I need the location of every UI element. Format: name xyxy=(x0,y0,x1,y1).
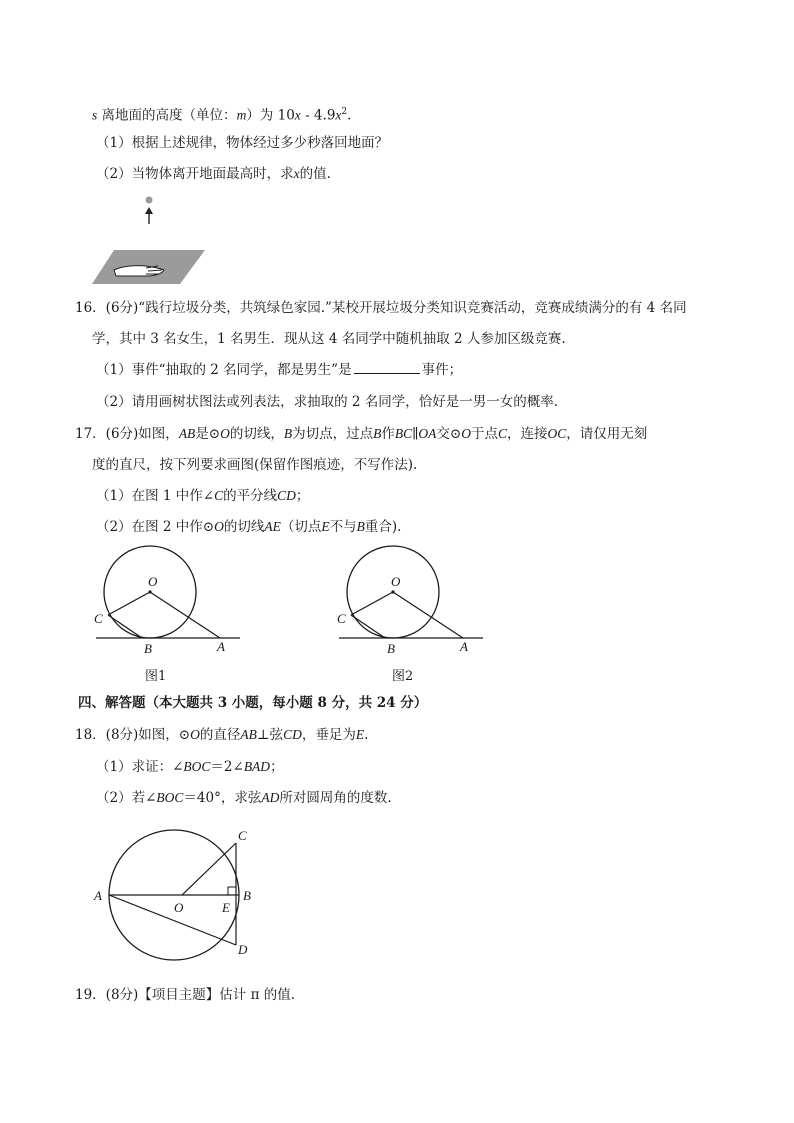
text: （1）求证：∠ xyxy=(96,759,184,775)
var-x: x xyxy=(293,166,300,181)
text: 是⊙ xyxy=(195,426,221,442)
label-c: C xyxy=(94,611,103,626)
text: . xyxy=(364,727,369,743)
label-c: C xyxy=(337,611,346,626)
text: ，垂足为 xyxy=(301,727,356,743)
q17-line2: 度的直尺，按下列要求画图(保留作图痕迹，不写作法). xyxy=(92,457,418,473)
center-dot xyxy=(391,590,394,593)
text: ⊥弦 xyxy=(256,727,284,743)
exponent: 2 xyxy=(341,107,348,117)
section-4-heading: 四、解答题（本大题共 3 小题，每小题 8 分，共 24 分） xyxy=(78,695,428,711)
text: （2）当物体离开地面最高时，求 xyxy=(96,166,294,182)
text: 不与 xyxy=(329,519,357,535)
figure-3 xyxy=(90,822,280,972)
segment-oc xyxy=(108,592,150,615)
q15-sub1: （1）根据上述规律，物体经过多少秒落回地面？ xyxy=(96,135,389,151)
q15-sub2 xyxy=(96,164,331,184)
q18-sub1 xyxy=(96,757,284,777)
var-x: x xyxy=(294,107,301,123)
label-a: A xyxy=(460,639,468,654)
ball xyxy=(146,197,153,204)
var: B xyxy=(283,426,293,441)
var: B xyxy=(356,519,365,534)
up-arrow-head xyxy=(145,207,153,214)
text: 交⊙ xyxy=(436,426,462,442)
var: O xyxy=(190,727,200,742)
segment-oa xyxy=(150,592,220,638)
var: BC xyxy=(394,426,413,441)
text: - 4.9 xyxy=(300,107,336,124)
text: 18．(8分)如图，⊙ xyxy=(75,727,191,743)
q16-line1: 16．(6分)“践行垃圾分类，共筑绿色家园.”某校开展垃圾分类知识竞赛活动，竞赛成绩满分的有 4 名同 xyxy=(75,300,687,316)
text: 的直径 xyxy=(199,727,241,743)
text: 事件； xyxy=(421,362,463,378)
text: ； xyxy=(295,488,310,504)
right-angle-mark xyxy=(228,887,236,895)
text: 的值. xyxy=(299,166,331,182)
figure-1 xyxy=(90,548,250,658)
segment-oa xyxy=(393,592,463,638)
text: 重合). xyxy=(364,519,402,535)
var: AB xyxy=(178,426,196,441)
label-o: O xyxy=(391,574,401,589)
figure-2 xyxy=(333,548,493,658)
var: O xyxy=(461,426,471,441)
q17-sub2 xyxy=(96,517,401,537)
text: 的平分线 xyxy=(223,488,278,504)
text: 17．(6分)如图， xyxy=(75,426,179,442)
text: ∥ xyxy=(412,426,419,442)
var: BOC xyxy=(183,759,211,774)
label-b: B xyxy=(243,888,251,903)
var: AD xyxy=(261,790,280,805)
var: BAD xyxy=(243,759,271,774)
text: ＝40°，求弦 xyxy=(183,790,262,806)
q16-line2: 学，其中 3 名女生，1 名男生．现从这 4 名同学中随机抽取 2 人参加区级竞赛. xyxy=(92,331,566,347)
q18-sub2 xyxy=(96,788,392,808)
var: E xyxy=(321,519,330,534)
var-x: x xyxy=(335,107,342,123)
text: ，连接 xyxy=(506,426,548,442)
var: BOC xyxy=(156,790,184,805)
label-d: D xyxy=(238,942,248,957)
text: 为切点，过点 xyxy=(292,426,374,442)
segment-ad xyxy=(109,895,236,945)
text: 作 xyxy=(381,426,395,442)
text: ； xyxy=(270,759,284,775)
text: 的切线 xyxy=(223,519,265,535)
var-s: s xyxy=(92,107,98,123)
text: 于点 xyxy=(470,426,498,442)
label-b: B xyxy=(144,641,152,656)
text: （2）在图 2 中作⊙ xyxy=(96,519,215,535)
var: OC xyxy=(547,426,567,441)
label-a: A xyxy=(217,639,225,654)
label-b: B xyxy=(387,641,395,656)
q18-line1 xyxy=(75,725,368,745)
var: O xyxy=(220,426,230,441)
text: ）为 10 xyxy=(246,107,295,124)
q19-line1: 19．(8分)【项目主题】估计 π 的值. xyxy=(75,987,296,1003)
text: . xyxy=(347,107,352,124)
var: OA xyxy=(418,426,437,441)
label-a: A xyxy=(94,888,102,903)
var: E xyxy=(355,727,365,742)
segment-cb xyxy=(108,615,142,638)
throw-figure xyxy=(92,192,212,292)
text: （1）在图 1 中作∠ xyxy=(96,488,215,504)
text: 的切线， xyxy=(229,426,284,442)
label-o: O xyxy=(174,900,184,915)
q17-sub1 xyxy=(96,486,309,506)
label-o: O xyxy=(148,574,158,589)
label-c: C xyxy=(238,828,247,843)
text: （2）若∠ xyxy=(96,790,157,806)
q17-line1 xyxy=(75,424,647,444)
text: ，请仅用无刻 xyxy=(566,426,648,442)
text: 离地面的高度（单位： xyxy=(97,107,237,124)
var: C xyxy=(497,426,507,441)
text: 所对圆周角的度数. xyxy=(279,790,392,806)
text: （1）事件“抽取的 2 名同学，都是男生”是 xyxy=(96,362,352,378)
caption-fig2: 图2 xyxy=(392,669,414,684)
text: （切点 xyxy=(280,519,322,535)
var: CD xyxy=(283,727,302,742)
var: AE xyxy=(264,519,281,534)
var: C xyxy=(214,488,224,503)
text: ＝2∠ xyxy=(210,759,244,775)
var: AB xyxy=(240,727,257,742)
var: O xyxy=(214,519,224,534)
var: B xyxy=(373,426,382,441)
answer-blank[interactable] xyxy=(354,360,420,374)
q16-sub2: （2）请用画树状图法或列表法，求抽取的 2 名同学，恰好是一男一女的概率. xyxy=(96,394,559,410)
unit: m xyxy=(236,107,247,123)
q16-sub1 xyxy=(96,360,462,380)
segment-oc xyxy=(351,592,393,615)
segment-cb xyxy=(351,615,385,638)
q15-height-formula xyxy=(92,102,351,126)
var: CD xyxy=(277,488,296,503)
caption-fig1: 图1 xyxy=(145,669,167,684)
label-e: E xyxy=(222,900,230,915)
center-dot xyxy=(148,590,151,593)
